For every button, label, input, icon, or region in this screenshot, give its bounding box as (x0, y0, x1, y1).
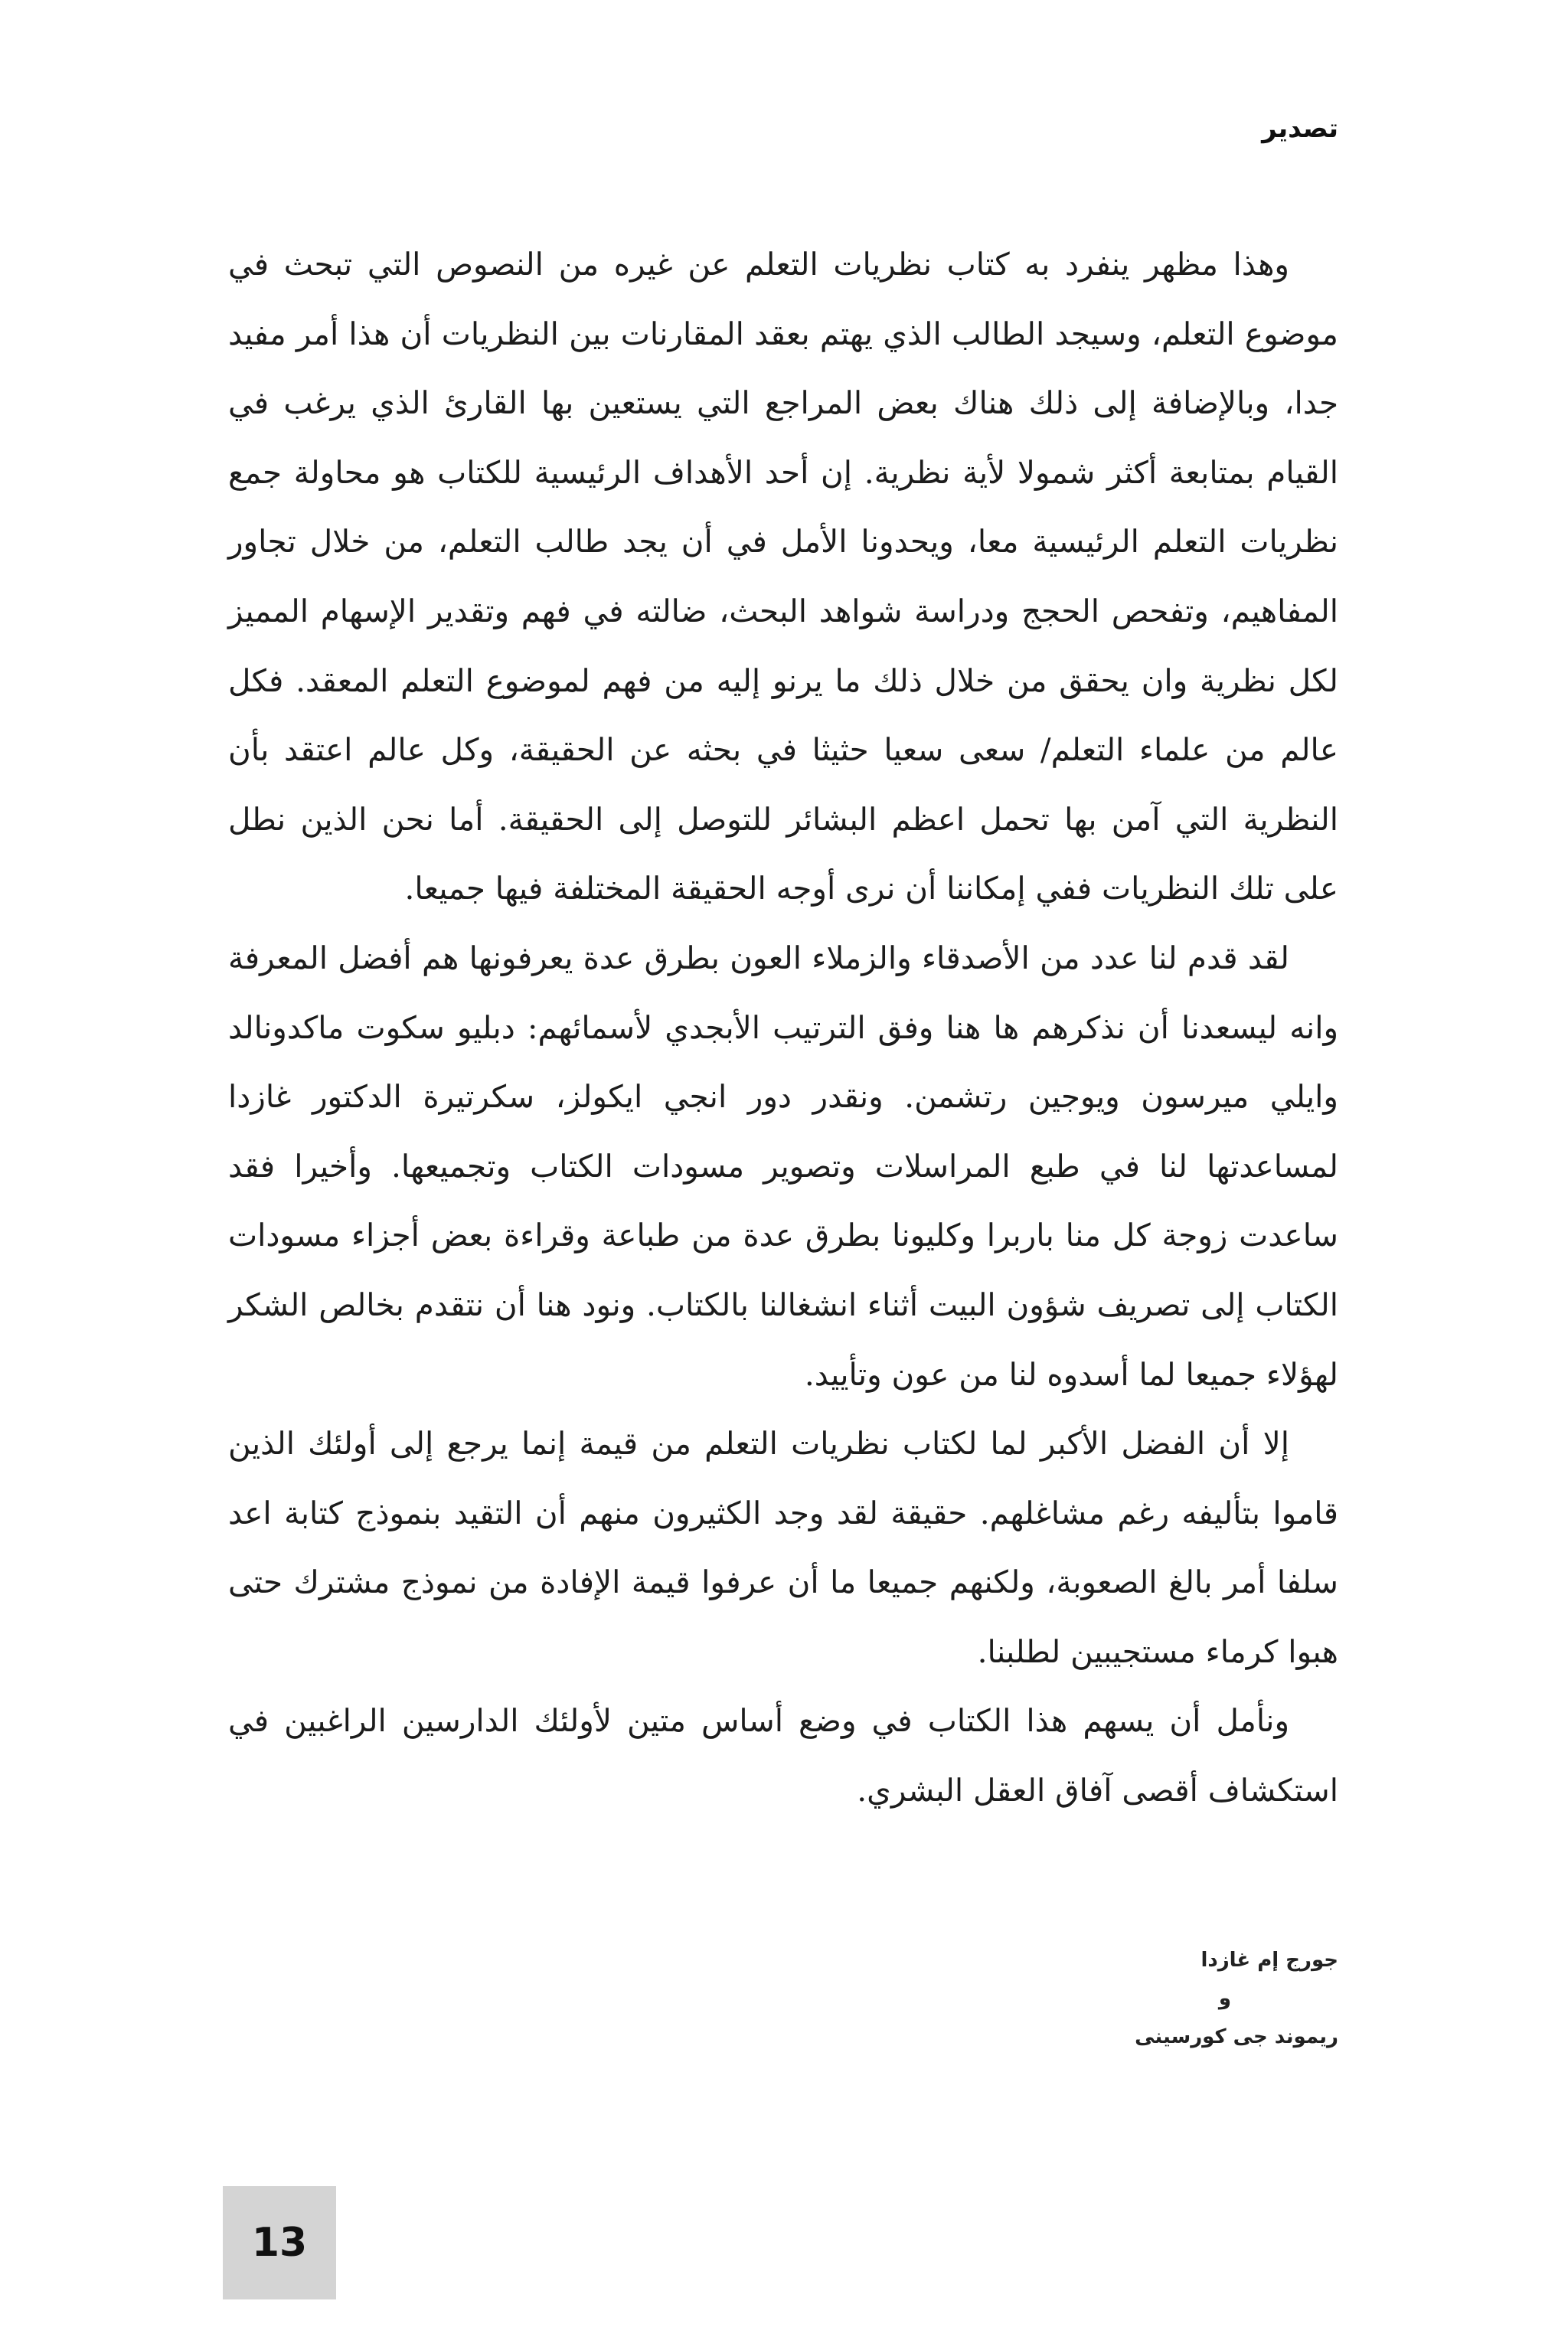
paragraph: إلا أن الفضل الأكبر لما لكتاب نظريات التعلم من قيمة إنما يرجع إلى أولئك الذين قاموا بتأليفه رغم مشاغلهم. حقيقة لقد وجد الكثيرون منهم أن التقيد بنموذج كتابة اعد سلفا أمر بالغ الصعوبة، ولكنهم جميعا ما أن عرفوا قيمة الإفادة من نموذج مشترك حتى هبوا كرماء مستجيبين لطلبنا. (228, 1425, 1338, 1670)
author-name: جورج إم غازدا (1200, 1949, 1338, 1972)
paragraph: ونأمل أن يسهم هذا الكتاب في وضع أساس متين لأولئك الدارسين الراغبين في استكشاف أقصى آفاق العقل البشري. (228, 1702, 1338, 1809)
signature-block (1135, 1941, 1338, 2056)
paragraph: وهذا مظهر ينفرد به كتاب نظريات التعلم عن غيره من النصوص التي تبحث في موضوع التعلم، وسيجد الطالب الذي يهتم بعقد المقارنات بين النظريات أن هذا أمر مفيد جدا، وبالإضافة إلى ذلك هناك بعض المراجع التي يستعين بها القارئ الذي يرغب في القيام بمتابعة أكثر شمولا لأية نظرية. إن أحد الأهداف الرئيسية للكتاب هو محاولة جمع نظريات التعلم الرئيسية معا، ويحدونا الأمل في أن يجد طالب التعلم، من خلال تجاور المفاهيم، وتفحص الحجج ودراسة شواهد البحث، ضالته في فهم وتقدير الإسهام المميز لكل نظرية وان يحقق من خلال ذلك ما يرنو إليه من فهم لموضوع التعلم المعقد. فكل عالم من علماء التعلم/ سعى سعيا حثيثا في بحثه عن الحقيقة، وكل عالم اعتقد بأن النظرية التي آمن بها تحمل اعظم البشائر للتوصل إلى الحقيقة. أما نحن الذين نطل على تلك النظريات ففي إمكاننا أن نرى أوجه الحقيقة المختلفة فيها جميعا. (228, 246, 1338, 907)
page-number-box (223, 2186, 336, 2299)
body-text (228, 230, 1338, 1825)
paragraph: لقد قدم لنا عدد من الأصدقاء والزملاء العون بطرق عدة يعرفونها هم أفضل المعرفة وانه ليسعدنا أن نذكرهم ها هنا وفق الترتيب الأبجدي لأسمائهم: دبليو سكوت ماكدونالد وايلي ميرسون ويوجين رتشمن. ونقدر دور انجي ايكولز، سكرتيرة الدكتور غازدا لمساعدتها لنا في طبع المراسلات وتصوير مسودات الكتاب وتجميعها. وأخيرا فقد ساعدت زوجة كل منا باربرا وكليونا بطرق عدة من طباعة وقراءة بعض أجزاء مسودات الكتاب إلى تصريف شؤون البيت أثناء انشغالنا بالكتاب. ونود هنا أن نتقدم بخالص الشكر لهؤلاء جميعا لما أسدوه لنا من عون وتأييد. (228, 939, 1338, 1393)
page-number: 13 (251, 2220, 308, 2266)
author-conjunction: و (1218, 1987, 1231, 2010)
running-head-title: تصدير (1262, 113, 1338, 144)
author-name: ريموند جى كورسينى (1135, 2025, 1338, 2048)
